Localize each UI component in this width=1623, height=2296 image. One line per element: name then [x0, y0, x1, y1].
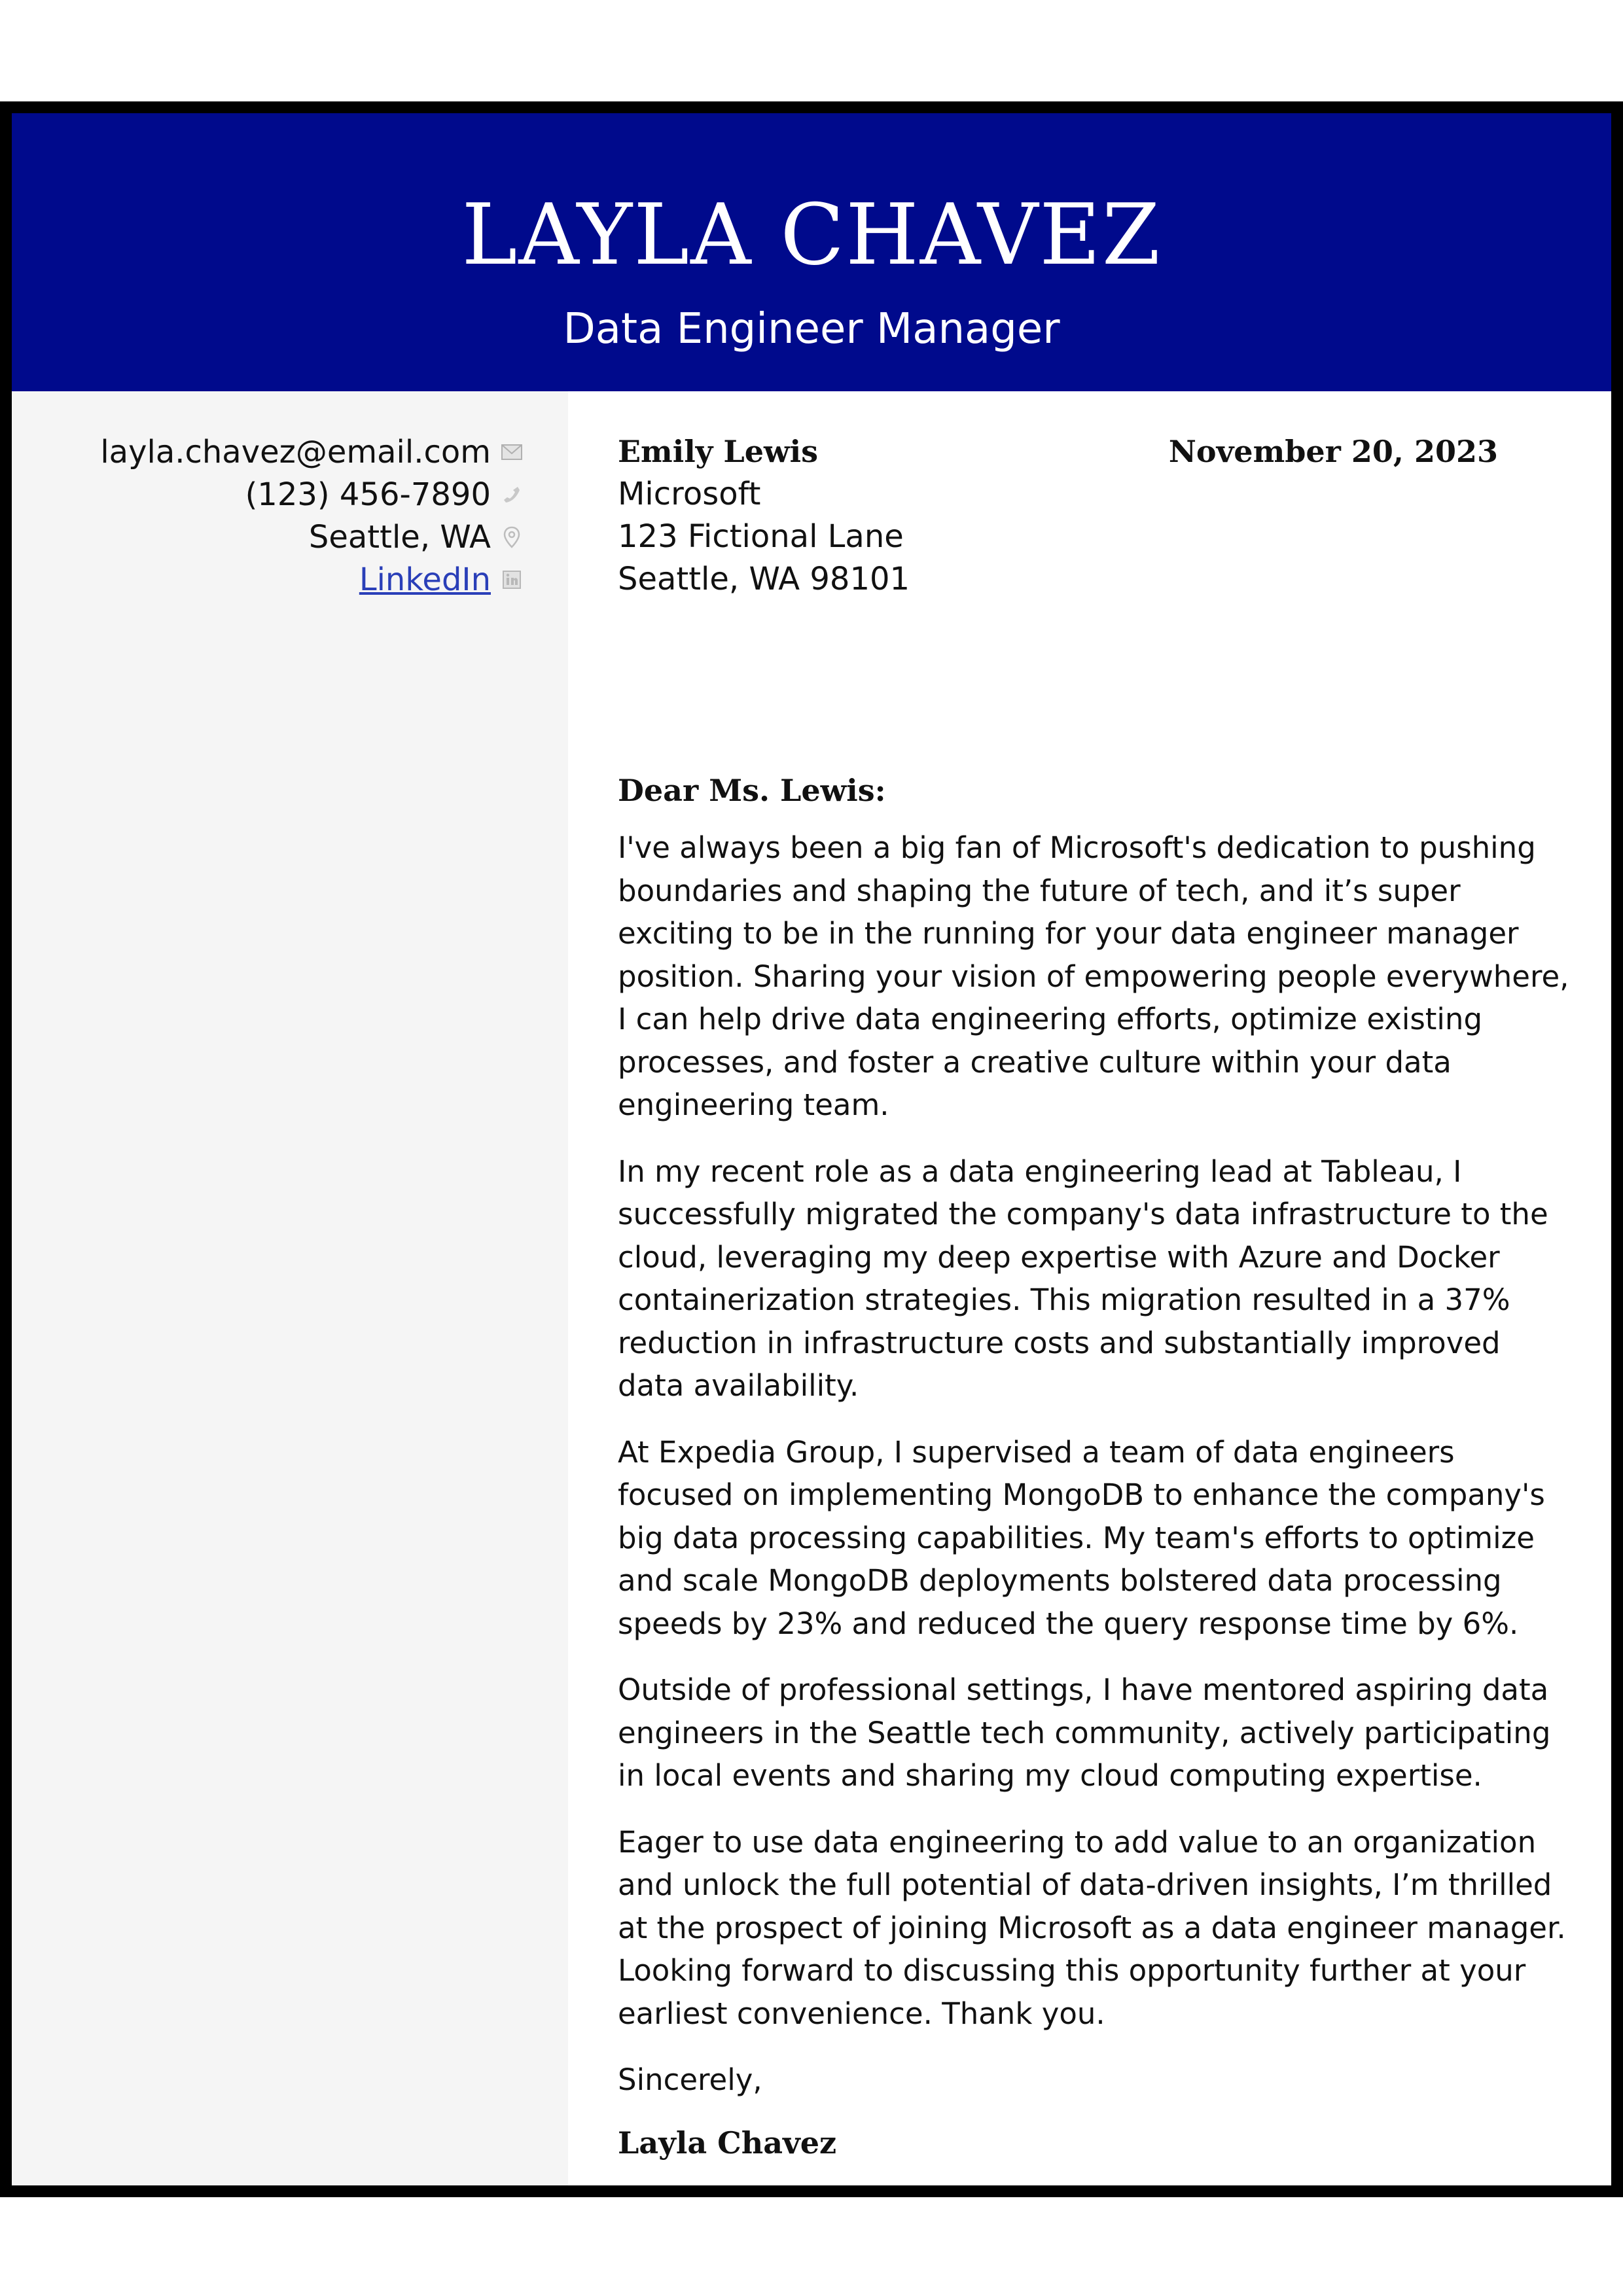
- location-text: Seattle, WA: [308, 518, 491, 556]
- linkedin-icon: [500, 568, 524, 592]
- paragraph: At Expedia Group, I supervised a team of data engineers focused on implementing MongoDB to enhance the company's big data processing capabilities. My team's efforts to optimize and scale MongoDB deployments bolstered data processing speeds by 23% and reduced the query response time by 6%.: [618, 1434, 1545, 1641]
- contact-email: [100, 431, 524, 473]
- paragraph: Outside of professional settings, I have mentored aspiring data engineers in the Seattle tech community, actively participating in local events and sharing my cloud computing expertise.: [618, 1672, 1551, 1793]
- document-frame: [0, 101, 1623, 2197]
- recipient-city: Seattle, WA 98101: [618, 561, 910, 597]
- recipient-name: Emily Lewis: [618, 434, 819, 469]
- phone-icon: [500, 483, 524, 506]
- contact-phone: [100, 473, 524, 516]
- recipient-street: 123 Fictional Lane: [618, 518, 904, 555]
- email-text: layla.chavez@email.com: [100, 433, 491, 470]
- signature: Layla Chavez: [618, 2125, 837, 2161]
- header-banner: [12, 113, 1611, 391]
- location-pin-icon: [500, 525, 524, 549]
- contact-linkedin: [100, 558, 524, 601]
- letter-paragraphs: [618, 826, 1573, 2164]
- envelope-icon: [500, 440, 524, 464]
- phone-text: (123) 456-7890: [245, 476, 491, 513]
- paragraph: Eager to use data engineering to add value to an organization and unlock the full potential of data-driven insights, I’m thrilled at the prospect of joining Microsoft as a data engineer manager. Looking forward to discussing this opportunity further at your earliest convenience. Thank you.: [618, 1824, 1566, 2031]
- cover-letter-page: [12, 113, 1611, 2185]
- applicant-role: Data Engineer Manager: [563, 305, 1060, 353]
- salutation: Dear Ms. Lewis:: [618, 773, 886, 808]
- contact-info: [100, 431, 524, 601]
- paragraph: I've always been a big fan of Microsoft's dedication to pushing boundaries and shaping the future of tech, and it’s super exciting to be in the running for your data engineer manager position. Sharing your vision of empowering people everywhere, I can help drive data engineering efforts, optimize existing processes, and foster a creative culture within your data engineering team.: [618, 830, 1569, 1122]
- linkedin-link[interactable]: LinkedIn: [359, 561, 491, 598]
- applicant-name: LAYLA CHAVEZ: [461, 186, 1162, 284]
- letter-date: November 20, 2023: [1168, 434, 1498, 469]
- closing: Sincerely,: [618, 2062, 762, 2097]
- recipient-company: Microsoft: [618, 476, 761, 512]
- contact-location: [100, 516, 524, 558]
- contact-sidebar: [12, 391, 568, 2185]
- paragraph: In my recent role as a data engineering lead at Tableau, I successfully migrated the company's data infrastructure to the cloud, leveraging my deep expertise with Azure and Docker containerization strategies. This migration resulted in a 37% reduction in infrastructure costs and substantially improved data availability.: [618, 1154, 1548, 1403]
